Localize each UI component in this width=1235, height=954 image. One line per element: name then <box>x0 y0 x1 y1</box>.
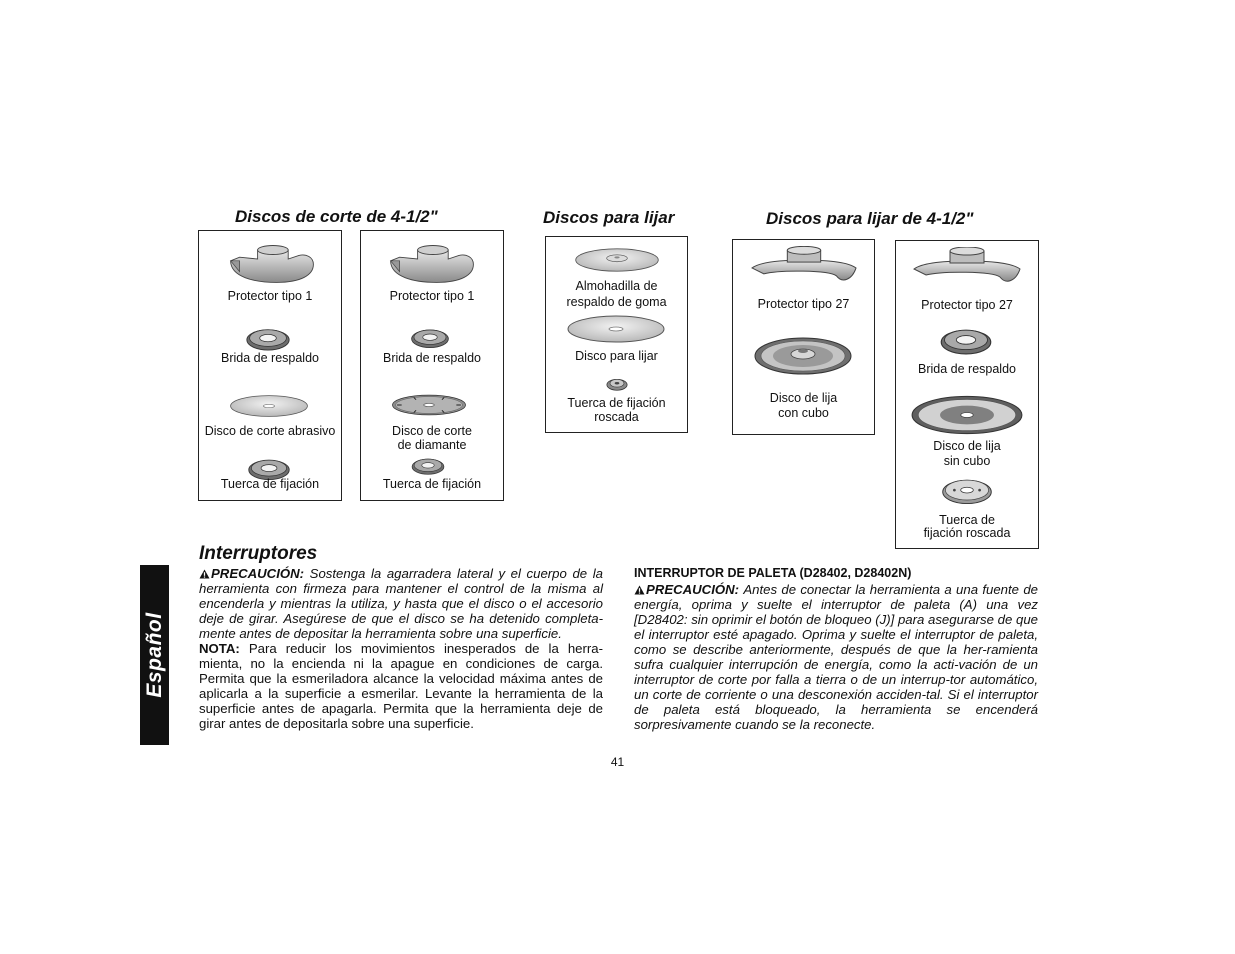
caption-nut-line1: Tuerca de <box>939 513 995 527</box>
caption-guard: Protector tipo 1 <box>227 289 313 303</box>
heading-cutting-discs: Discos de corte de 4-1/2" <box>235 207 438 226</box>
paddle-switch-title: INTERRUPTOR DE PALETA (D28402, D28402N) <box>634 566 912 580</box>
caption-disc: Disco para lijar <box>575 349 658 363</box>
language-tab <box>140 565 169 745</box>
caption-disc-line1: Disco de corte <box>392 424 472 438</box>
sanding-disc-icon <box>566 314 666 344</box>
paddle-caution-label: PRECAUCIÓN: <box>646 582 740 597</box>
box-hub-disc <box>732 239 875 435</box>
lock-nut-icon <box>408 457 448 475</box>
caption-guard: Protector tipo 27 <box>757 297 850 311</box>
guard-type1-icon <box>226 241 318 286</box>
caption-nut: Tuerca de fijación <box>382 477 482 491</box>
caption-disc-line1: Disco de lija <box>769 391 838 405</box>
caption-nut-line2: fijación roscada <box>923 526 1011 540</box>
caption-flange: Brida de respaldo <box>221 351 319 365</box>
hub-disc-icon <box>753 336 853 376</box>
guard-type27-icon <box>912 247 1022 287</box>
paddle-body <box>634 582 1038 732</box>
threaded-nut-icon <box>605 377 629 391</box>
caution-text: Sostenga la agarradera lateral y el cuerpo de la herramienta con firmeza para mantener el control de la misma al encenderla y mientras la utiliza, y hasta que el disco o el accesorio deje de girar. Asegúrese de que el disco se ha detenido completa-mente antes de depositar la herramienta sobre una superficie. <box>199 566 603 641</box>
heading-sanding-discs: Discos para lijar <box>543 208 675 227</box>
threaded-nut-icon <box>940 476 994 506</box>
box-sanding <box>545 236 688 433</box>
section-title-switches: Interruptores <box>199 543 318 564</box>
note-label: NOTA: <box>199 641 240 656</box>
caption-disc-line1: Disco de lija <box>933 439 1001 453</box>
caption-nut-line2: roscada <box>594 410 639 424</box>
warning-icon <box>634 585 645 595</box>
backing-flange-icon <box>938 327 994 355</box>
note-text: Para reducir los movimientos inesperados de la herra-mienta, no la encienda ni la apague en condiciones de carga. Permita que la esmeriladora alcance la velocidad máxima antes de aplicarla a la superficie a esmerilar. Levante la herramienta de la superficie antes de apagarla. Permita que la herramienta deje de girar antes de depositarla sobre una superficie. <box>199 641 603 731</box>
box-abrasive-cutting <box>198 230 342 501</box>
guard-type27-icon <box>750 246 858 286</box>
rubber-pad-icon <box>574 245 660 275</box>
heading-sanding-discs-4: Discos para lijar de 4-1/2" <box>766 209 974 228</box>
guard-type1-icon <box>386 241 478 286</box>
caption-guard: Protector tipo 1 <box>389 289 475 303</box>
language-tab-label: Español <box>142 612 166 698</box>
caption-disc-line2: con cubo <box>778 406 829 420</box>
warning-icon <box>199 569 210 579</box>
box-diamond-cutting <box>360 230 504 501</box>
caption-disc-line2: de diamante <box>397 438 467 452</box>
hubless-disc-icon <box>910 394 1024 436</box>
backing-flange-icon <box>410 327 450 349</box>
diamond-disc-icon <box>391 391 467 419</box>
box-hubless-disc <box>895 240 1039 549</box>
caption-flange: Brida de respaldo <box>383 351 481 365</box>
caption-disc: Disco de corte abrasivo <box>204 424 336 438</box>
backing-flange-icon <box>245 327 291 351</box>
caption-flange: Brida de respaldo <box>918 362 1016 376</box>
paddle-caution-text: Antes de conectar la herramienta a una fuente de energía, oprima y suelte el interruptor de paleta (A) una vez [D28402: sin oprimir el botón de bloqueo (J)] para asegurarse de que el interruptor esté apagado. Oprima y suelte el interruptor de paleta, como se describe anteriormente, después de que la her-ramienta sufra cualquier interrupción de energía, como la acti-vación de un interruptor de corte por falla a tierra o de un interrup-tor automático, un corte de corriente o una desconexión acciden-tal. Si el interruptor de paleta está bloqueado, la herramienta se encenderá sorpresivamente cuando se la reconecte. <box>634 582 1038 732</box>
caption-guard: Protector tipo 27 <box>921 298 1013 312</box>
caption-disc-line2: sin cubo <box>943 454 991 468</box>
caption-nut-line1: Tuerca de fijación <box>567 396 666 410</box>
caption-pad-line2: respaldo de goma <box>566 295 667 309</box>
caption-nut: Tuerca de fijación <box>220 477 320 491</box>
page-number: 41 <box>610 755 625 769</box>
abrasive-disc-icon <box>229 393 309 419</box>
caution-label: PRECAUCIÓN: <box>211 566 305 581</box>
caption-pad-line1: Almohadilla de <box>575 279 658 293</box>
switches-body <box>199 566 603 731</box>
